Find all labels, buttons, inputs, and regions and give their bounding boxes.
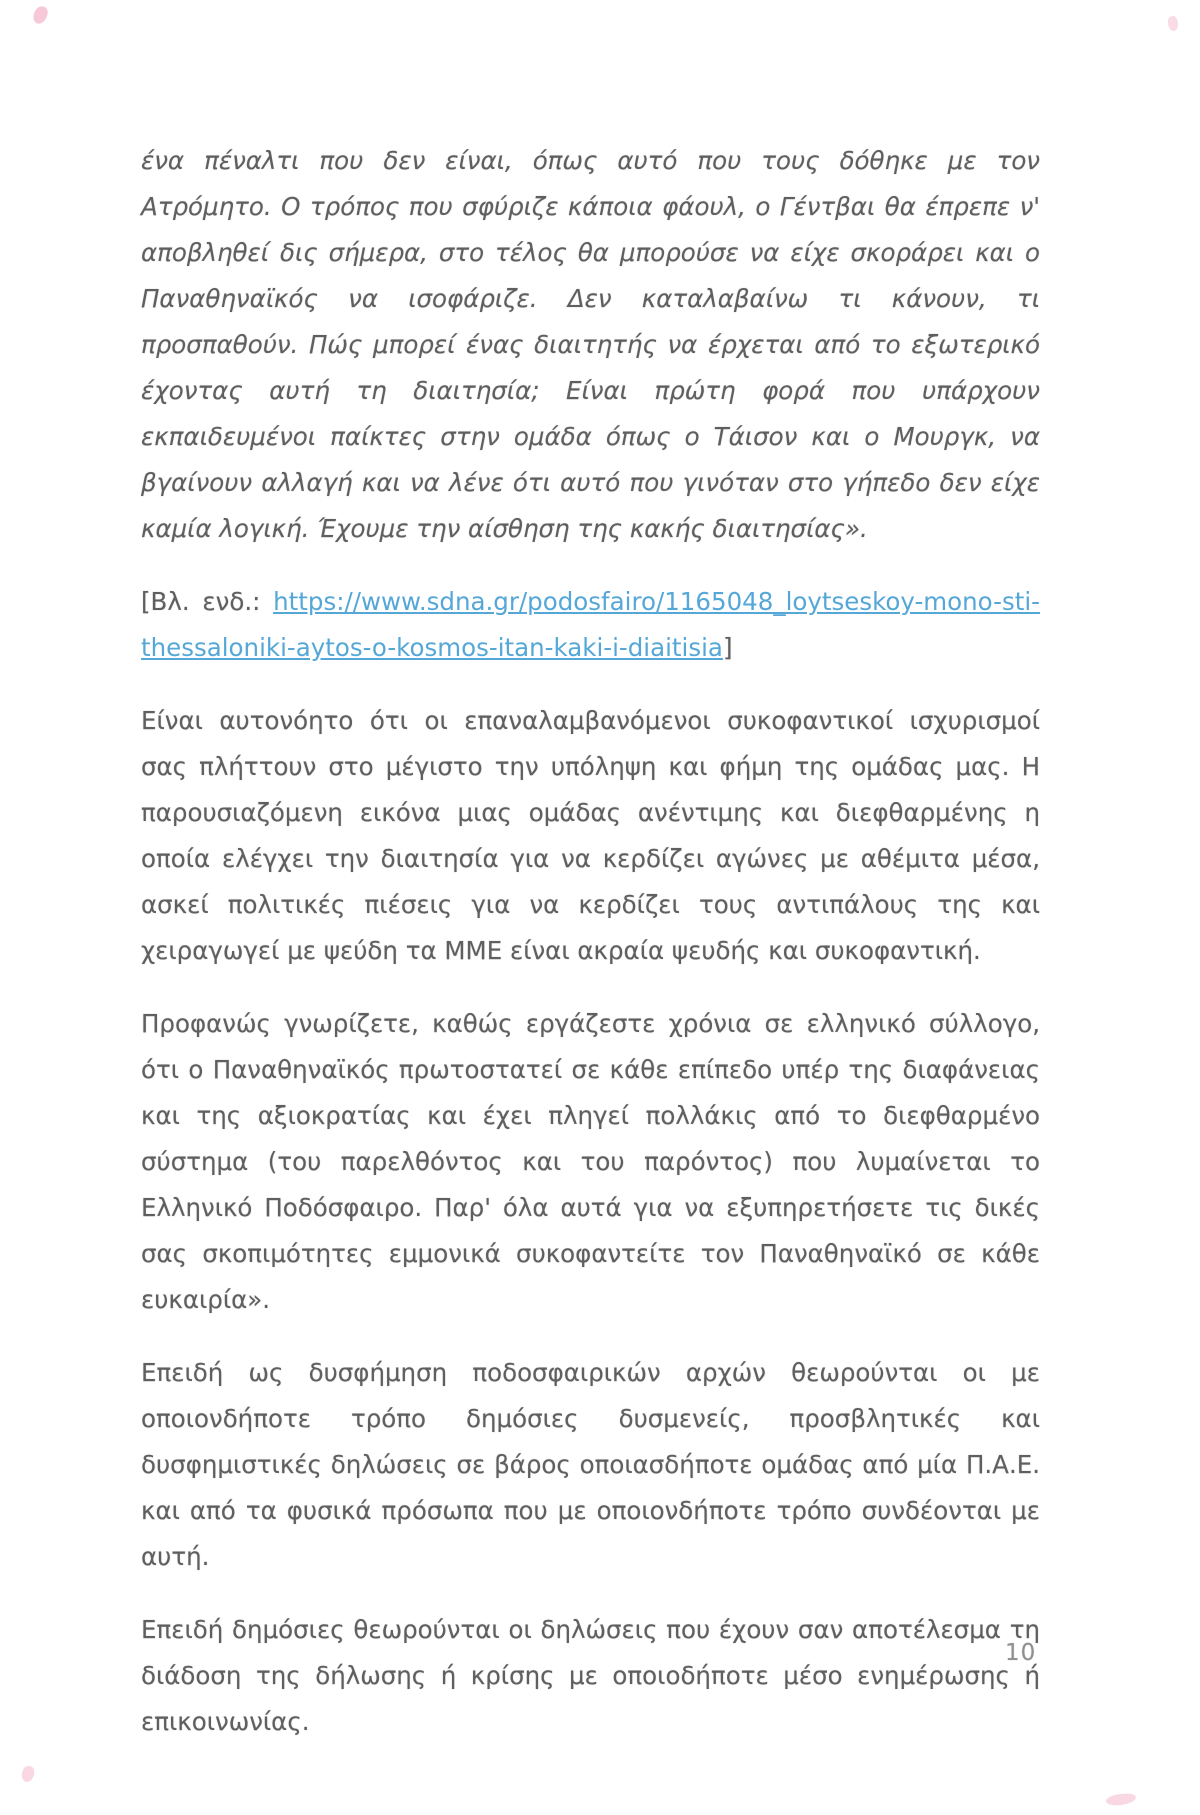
- reference-suffix: ]: [722, 633, 733, 662]
- reference-paragraph: [141, 579, 1040, 671]
- body-paragraph-4: Επειδή δημόσιες θεωρούνται οι δηλώσεις που έχουν σαν αποτέλεσμα τη διάδοση της δήλωσης ή κρίσης με οποιοδήποτε μέσο ενημέρωσης ή επικοινωνίας.: [141, 1615, 1040, 1736]
- page-number: 10: [1005, 1640, 1037, 1666]
- scan-artifact-top-left: [32, 4, 50, 25]
- scan-artifact-bottom-right: [1106, 1792, 1137, 1806]
- scan-artifact-top-right: [1167, 15, 1180, 32]
- scan-artifact-bottom-left: [21, 1765, 35, 1783]
- body-paragraph-2: Προφανώς γνωρίζετε, καθώς εργάζεστε χρόνια σε ελληνικό σύλλογο, ότι ο Παναθηναϊκός πρωτοστατεί σε κάθε επίπεδο υπέρ της διαφάνειας και της αξιοκρατίας και έχει πληγεί πολλάκις από το διεφθαρμένο σύστημα (του παρελθόντος και του παρόντος) που λυμαίνεται το Ελληνικό Ποδόσφαιρο. Παρ' όλα αυτά για να εξυπηρετήσετε τις δικές σας σκοπιμότητες εμμονικά συκοφαντείτε τον Παναθηναϊκό σε κάθε ευκαιρία».: [141, 1009, 1040, 1314]
- reference-link[interactable]: https://www.sdna.gr/podosfairo/1165048_loytseskoy-mono-sti-thessaloniki-aytos-o-kosmos-itan-kaki-i-diaitisia: [141, 587, 1040, 662]
- quote-continuation-paragraph: ένα πέναλτι που δεν είναι, όπως αυτό που τους δόθηκε με τον Ατρόμητο. Ο τρόπος που σφύριζε κάποια φάουλ, ο Γέντβαι θα έπρεπε ν' αποβληθεί δις σήμερα, στο τέλος θα μπορούσε να είχε σκοράρει και ο Παναθηναϊκός να ισοφάριζε. Δεν καταλαβαίνω τι κάνουν, τι προσπαθούν. Πώς μπορεί ένας διαιτητής να έρχεται από το εξωτερικό έχοντας αυτή τη διαιτησία; Είναι πρώτη φορά που υπάρχουν εκπαιδευμένοι παίκτες στην ομάδα όπως ο Τάισον και ο Μουργκ, να βγαίνουν αλλαγή και να λένε ότι αυτό που γινόταν στο γήπεδο δεν είχε καμία λογική. Έχουμε την αίσθηση της κακής διαιτησίας».: [141, 146, 1040, 543]
- document-body: [141, 138, 1040, 1772]
- reference-prefix: [Βλ. ενδ.:: [141, 587, 274, 616]
- body-paragraph-1: Είναι αυτονόητο ότι οι επαναλαμβανόμενοι συκοφαντικοί ισχυρισμοί σας πλήττουν στο μέγιστο την υπόληψη και φήμη της ομάδας μας. Η παρουσιαζόμενη εικόνα μιας ομάδας ανέντιμης και διεφθαρμένης η οποία ελέγχει την διαιτησία για να κερδίζει αγώνες με αθέμιτα μέσα, ασκεί πολιτικές πιέσεις για να κερδίζει τους αντιπάλους της και χειραγωγεί με ψεύδη τα ΜΜΕ είναι ακραία ψευδής και συκοφαντική.: [141, 706, 1040, 965]
- body-paragraph-3: Επειδή ως δυσφήμηση ποδοσφαιρικών αρχών θεωρούνται οι με οποιονδήποτε τρόπο δημόσιες δυσμενείς, προσβλητικές και δυσφημιστικές δηλώσεις σε βάρος οποιασδήποτε ομάδας από μία Π.Α.Ε. και από τα φυσικά πρόσωπα που με οποιονδήποτε τρόπο συνδέονται με αυτή.: [141, 1358, 1040, 1571]
